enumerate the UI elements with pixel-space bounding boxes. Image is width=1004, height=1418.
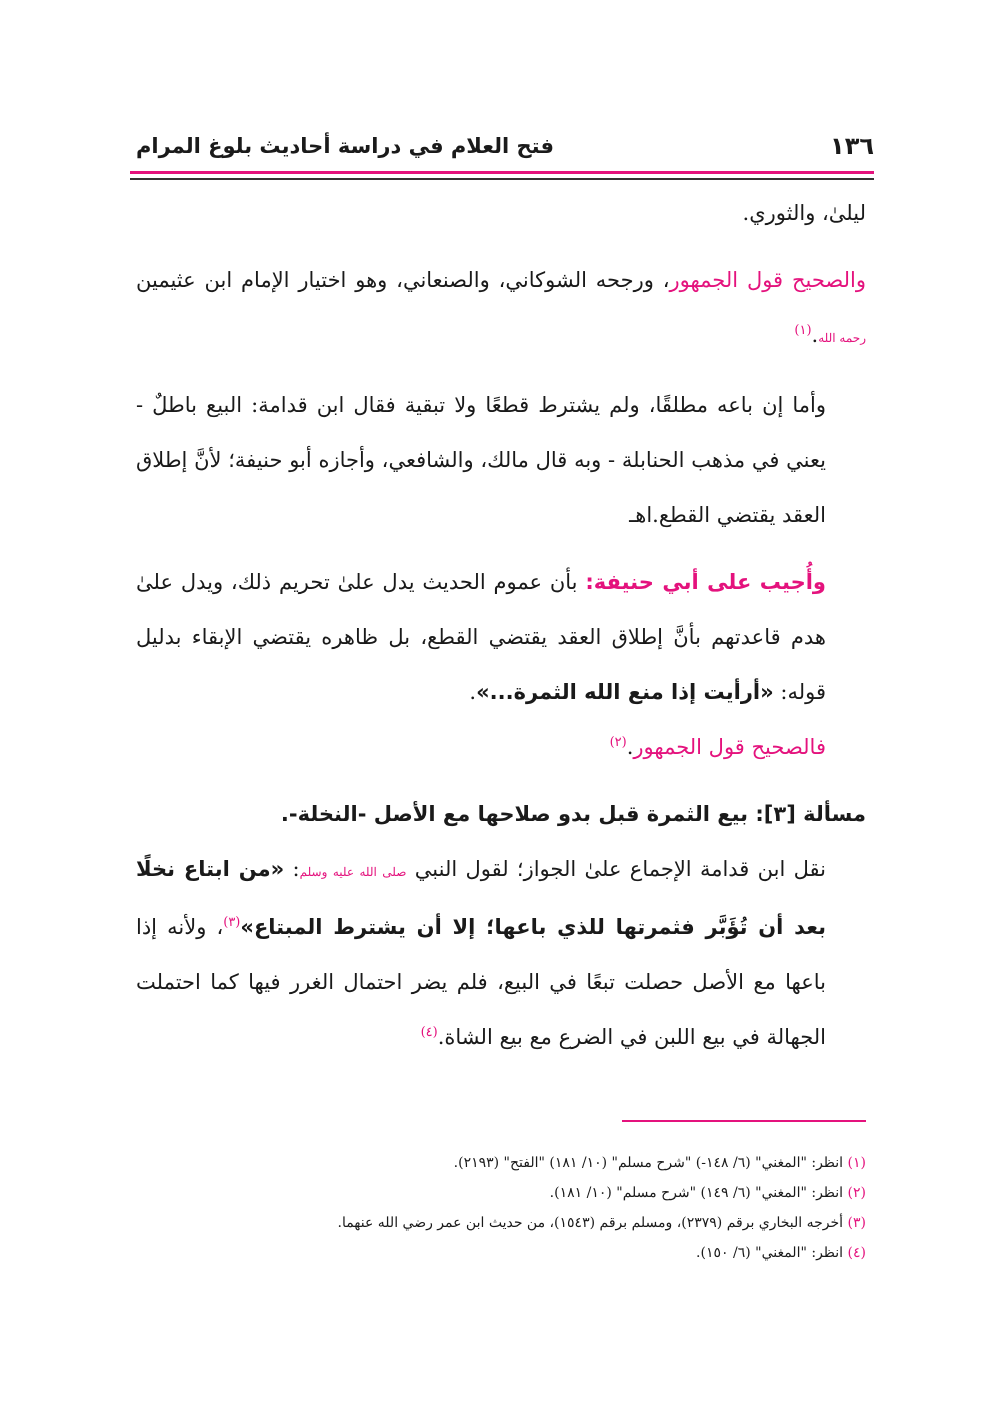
highlight-text: وأُجيب على أبي حنيفة:	[585, 570, 826, 594]
footnote-text: انظر: "المغني" (٦/ ١٤٨-) "شرح مسلم" (١٠/ ١٨١) "الفتح" (٢١٩٣).	[453, 1155, 848, 1171]
footnote-number: (٣)	[847, 1215, 866, 1231]
footnote-ref-1[interactable]: (١)	[794, 323, 812, 338]
footnote-2	[136, 1178, 866, 1208]
paragraph-6-text: نقل ابن قدامة الإجماع علىٰ الجواز؛ لقول النبي	[406, 857, 826, 881]
paragraph-4	[136, 555, 866, 720]
hadith-quote: «من ابتاع نخلًا بعد أن تُؤَبَّر فثمرتها للذي باعها؛ إلا أن يشترط المبتاع»	[136, 857, 826, 939]
paragraph-3-text: وأما إن باعه مطلقًا، ولم يشترط قطعًا ولا تبقية فقال ابن قدامة: البيع باطلٌ - يعني في مذهب الحنابلة - وبه قال مالك، والشافعي، وأجازه أبو حنيفة؛ لأنَّ إطلاق العقد يقتضي القطع.اهـ	[136, 393, 826, 527]
paragraph-2-text: ، ورجحه الشوكاني، والصنعاني، وهو اختيار الإمام ابن عثيمين	[136, 268, 670, 292]
footnote-number: (٤)	[847, 1245, 866, 1261]
footnote-text: انظر: "المغني" (٦/ ١٥٠).	[696, 1245, 848, 1261]
footnote-number: (١)	[847, 1155, 866, 1171]
footnote-separator	[622, 1120, 866, 1122]
header-rule-pink	[130, 171, 874, 174]
issue-heading	[136, 787, 866, 842]
highlight-text: فالصحيح قول الجمهور	[633, 735, 826, 759]
footnote-1	[136, 1148, 866, 1178]
highlight-text: والصحيح قول الجمهور	[669, 268, 866, 292]
paragraph-5-tail: .	[626, 735, 634, 759]
honorific-glyph: رحمه الله	[818, 331, 866, 345]
issue-label: مسألة [٣]:	[755, 802, 866, 826]
paragraph-6	[136, 842, 866, 1065]
paragraph-6-rest: ، ولأنه إذا باعها مع الأصل حصلت تبعًا في البيع، فلم يضر احتمال الغرر فيها كما احتملت الجهالة في بيع اللبن في الضرع مع بيع الشاة.	[136, 915, 826, 1049]
honorific-glyph: صلى الله عليه وسلم	[299, 865, 407, 879]
footnote-ref-4[interactable]: (٤)	[420, 1025, 438, 1040]
paragraph-1-text: ليلىٰ، والثوري.	[742, 201, 866, 225]
page-number: ١٣٦	[830, 132, 874, 160]
paragraph-4-text: بأن عموم الحديث يدل علىٰ تحريم ذلك، ويدل علىٰ هدم قاعدتهم بأنَّ إطلاق العقد يقتضي القطع، بل ظاهره يقتضي الإبقاء بدليل قوله:	[136, 570, 826, 704]
paragraph-2-tail: .	[811, 323, 819, 347]
paragraph-3	[136, 378, 866, 543]
main-text	[136, 186, 866, 1065]
issue-title: بيع الثمرة قبل بدو صلاحها مع الأصل -النخلة-.	[280, 802, 756, 826]
paragraph-1	[136, 186, 866, 241]
footnote-ref-2[interactable]: (٢)	[609, 735, 627, 750]
paragraph-6-colon: :	[284, 857, 300, 881]
page-header	[130, 132, 874, 168]
footnotes	[136, 1148, 866, 1268]
footnote-ref-3[interactable]: (٣)	[223, 915, 241, 930]
footnote-text: أخرجه البخاري برقم (٢٣٧٩)، ومسلم برقم (١٥٤٣)، من حديث ابن عمر رضي الله عنهما.	[337, 1215, 848, 1231]
paragraph-4-tail: .	[469, 680, 477, 704]
book-title: فتح العلام في دراسة أحاديث بلوغ المرام	[136, 134, 554, 158]
footnote-4	[136, 1238, 866, 1268]
footnote-3	[136, 1208, 866, 1238]
footnote-number: (٢)	[847, 1185, 866, 1201]
header-rule-dark	[130, 178, 874, 180]
paragraph-2	[136, 253, 866, 366]
paragraph-5	[136, 720, 866, 775]
footnote-text: انظر: "المغني" (٦/ ١٤٩) "شرح مسلم" (١٠/ ١٨١).	[549, 1185, 848, 1201]
hadith-quote: «أرأيت إذا منع الله الثمرة...»	[476, 680, 774, 704]
